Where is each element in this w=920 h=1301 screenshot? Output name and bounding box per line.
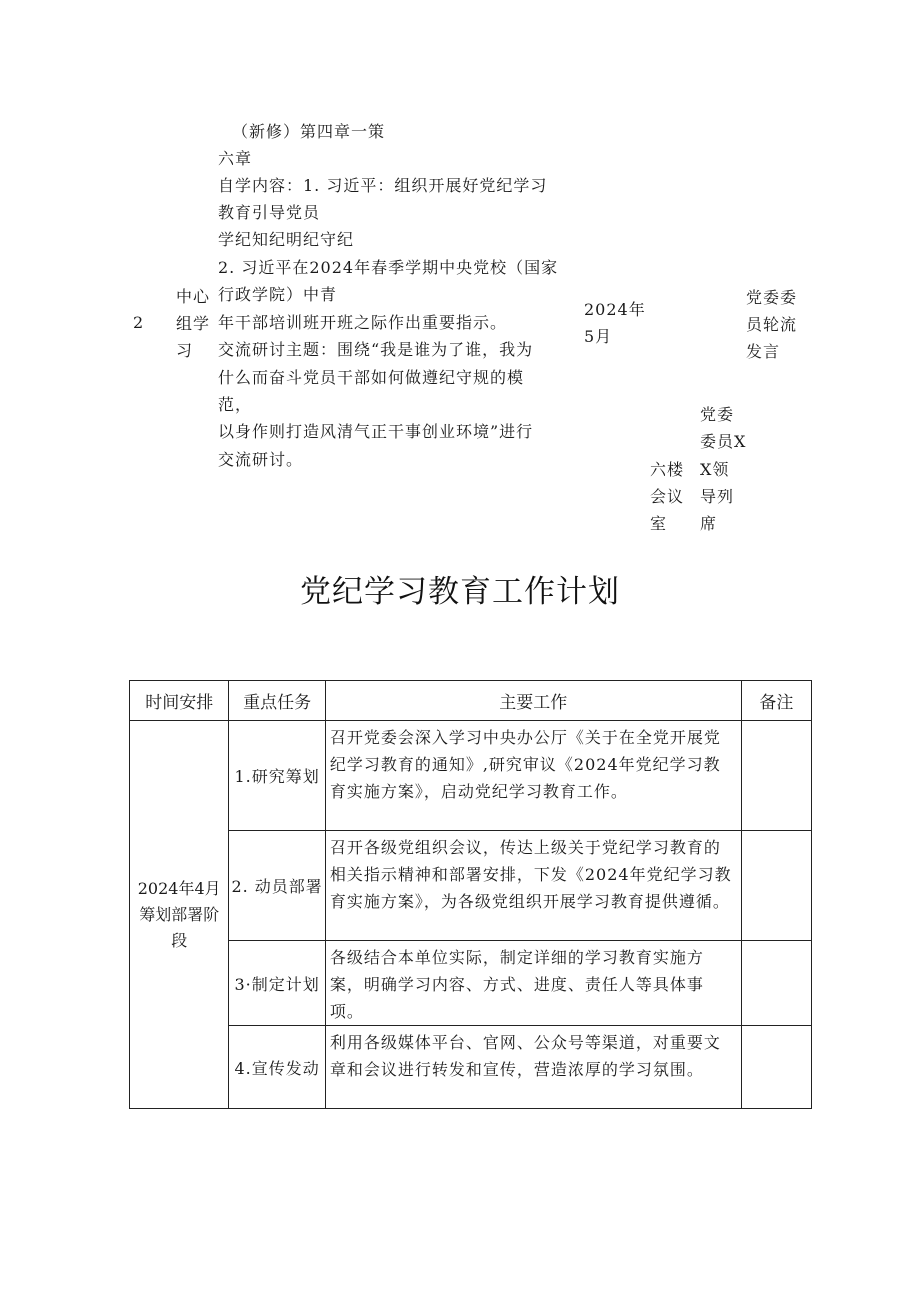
content-line: 什么而奋斗党员干部如何做遵纪守规的模 (218, 368, 525, 387)
task-cell: 1.研究筹划 (229, 721, 325, 831)
work-cell: 召开党委会深入学习中央办公厅《关于在全党开展党纪学习教育的通知》,研究审议《2024年党纪学习教育实施方案》，启动党纪学习教育工作。 (325, 721, 741, 831)
time-line: 5月 (584, 327, 613, 346)
location-line: 会议 (650, 487, 685, 506)
content-line: 教育引导党员 (218, 203, 321, 222)
note-cell (741, 941, 811, 1026)
table-row (130, 1026, 812, 1109)
content-line: （新修）第四章一策 (232, 122, 386, 141)
time-line: 2024年 (584, 300, 646, 319)
header-time: 时间安排 (130, 681, 229, 721)
note-cell (741, 1026, 811, 1109)
content-line: 行政学院）中青 (218, 285, 338, 304)
header-task: 重点任务 (229, 681, 325, 721)
plan-table (129, 680, 812, 1109)
location-line: 六楼 (650, 460, 685, 479)
content-line: 以身作则打造风清气正干事创业环境”进行 (218, 422, 534, 441)
note-cell (741, 721, 811, 831)
header-work: 主要工作 (325, 681, 741, 721)
content-line: 范， (218, 395, 253, 414)
phase-line: 筹划部署阶 (139, 904, 220, 924)
form-line: 习 (176, 341, 194, 360)
content-line: 自学内容：1. 习近平：组织开展好党纪学习 (218, 176, 548, 195)
header-note: 备注 (741, 681, 811, 721)
remark-line: 发言 (746, 342, 781, 361)
task-cell: 4.宣传发动 (229, 1026, 325, 1109)
task-cell: 2. 动员部署 (229, 831, 325, 941)
work-cell: 利用各级媒体平台、官网、公众号等渠道，对重要文章和会议进行转发和宣传，营造浓厚的学习氛围。 (325, 1026, 741, 1109)
phase-line: 2024年4月 (137, 878, 221, 898)
content-line: 六章 (218, 149, 253, 168)
page-title: 党纪学习教育工作计划 (300, 574, 620, 610)
location-line: 室 (650, 514, 668, 533)
attend-line: 委员X (700, 432, 747, 451)
attend-line: 导列 (700, 487, 735, 506)
attend-line: 席 (700, 514, 718, 533)
note-cell (741, 831, 811, 941)
row-number: 2 (133, 313, 145, 332)
phase-line: 段 (171, 930, 188, 950)
attend-line: 党委 (700, 405, 735, 424)
form-line: 组学 (176, 314, 211, 333)
remark-line: 党委委 (746, 288, 798, 307)
table-row (130, 941, 812, 1026)
table-header-row (130, 681, 812, 721)
content-line: 2. 习近平在2024年春季学期中央党校（国家 (218, 258, 559, 277)
attend-line: X领 (700, 460, 730, 479)
content-line: 年干部培训班开班之际作出重要指示。 (218, 313, 508, 332)
table-row (130, 721, 812, 831)
table-row (130, 831, 812, 941)
remark-line: 员轮流 (746, 315, 798, 334)
content-line: 学纪知纪明纪守纪 (218, 230, 355, 249)
content-line: 交流研讨。 (218, 450, 304, 469)
phase-cell (130, 721, 229, 1109)
form-line: 中心 (176, 287, 211, 306)
task-cell: 3·制定计划 (229, 941, 325, 1026)
work-cell: 召开各级党组织会议，传达上级关于党纪学习教育的相关指示精神和部署安排，下发《2024年党纪学习教育实施方案》，为各级党组织开展学习教育提供遵循。 (325, 831, 741, 941)
content-line: 交流研讨主题：围绕“我是谁为了谁，我为 (218, 340, 534, 359)
work-cell: 各级结合本单位实际，制定详细的学习教育实施方案，明确学习内容、方式、进度、责任人等具体事项。 (325, 941, 741, 1026)
